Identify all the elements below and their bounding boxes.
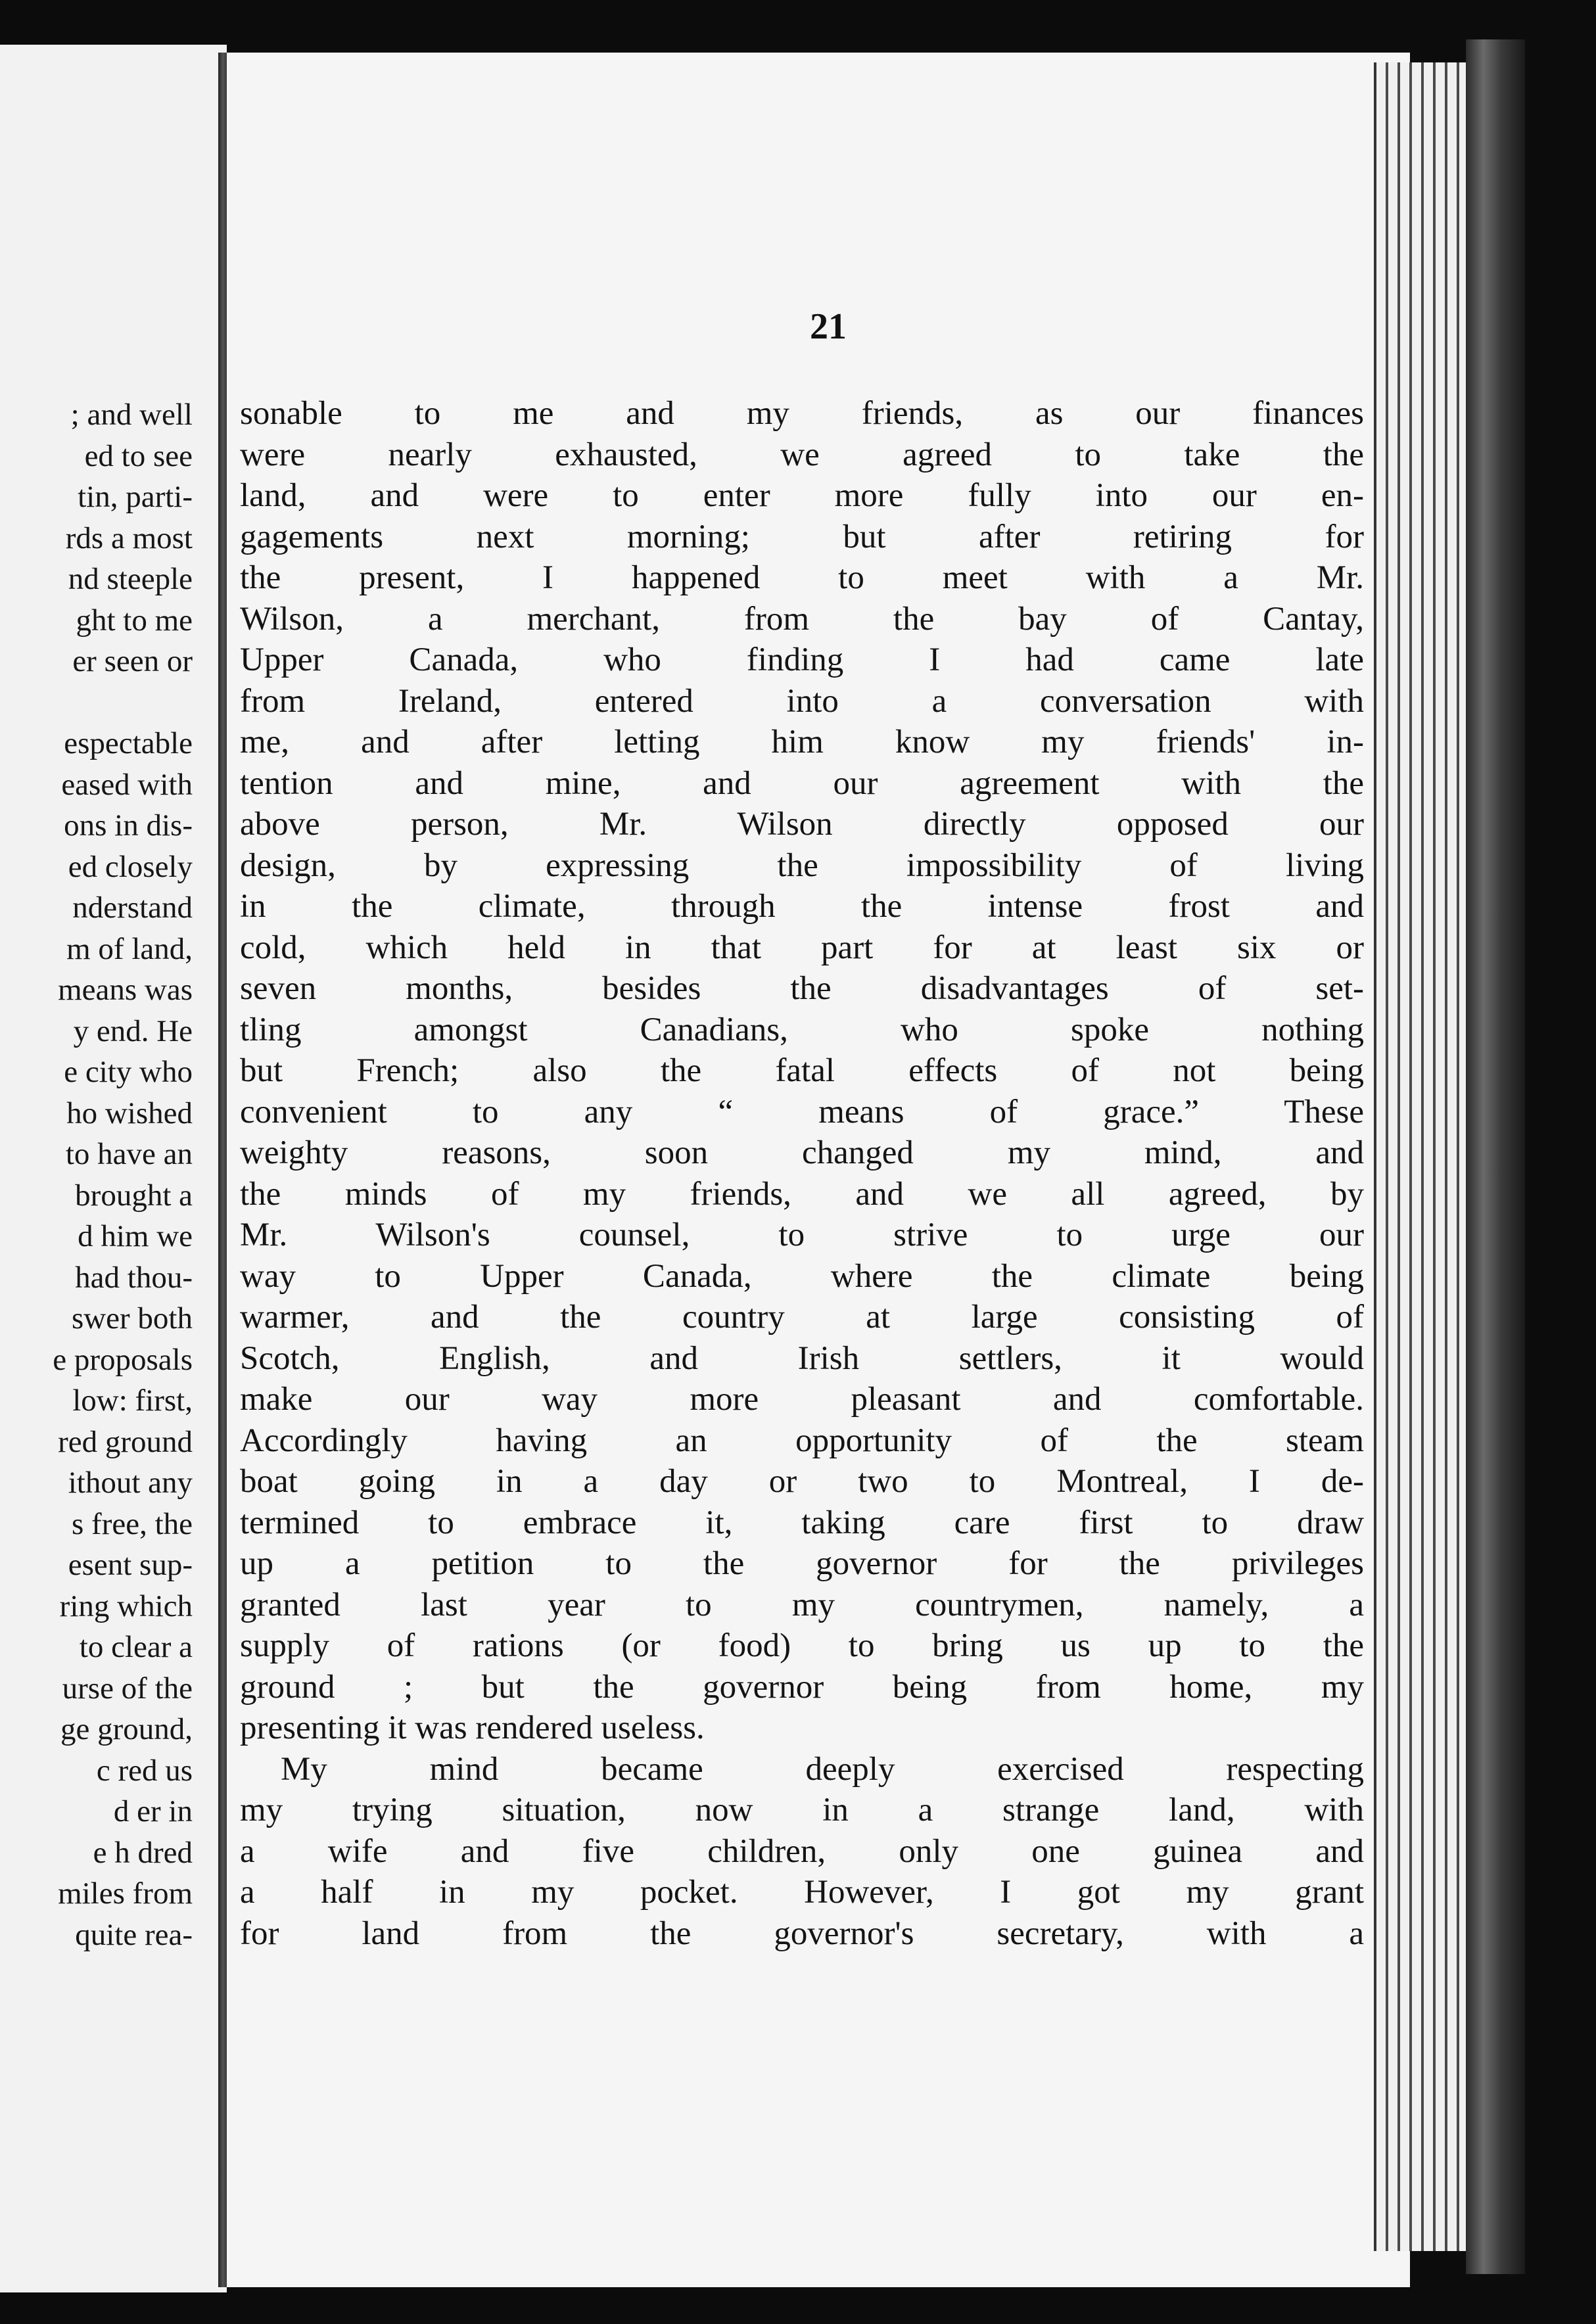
- text-line: seven months, besides the disadvantages of set-: [240, 970, 1364, 1007]
- book-cover-edge: [1466, 39, 1525, 2274]
- text-line: the present, I happened to meet with a Mr.: [240, 559, 1364, 596]
- text-line: My mind became deeply exercised respecting: [281, 1750, 1364, 1788]
- left-line: urse of the: [62, 1671, 193, 1706]
- left-line: d er in: [113, 1794, 193, 1828]
- left-line: er seen or: [72, 644, 193, 678]
- text-line: land, and were to enter more fully into our en-: [240, 477, 1364, 514]
- text-line: up a petition to the governor for the privileges: [240, 1545, 1364, 1582]
- left-line: to clear a: [79, 1630, 193, 1664]
- left-line: to have an: [65, 1137, 193, 1171]
- left-line: means was: [58, 973, 193, 1007]
- right-page: [227, 53, 1410, 2287]
- text-line: a wife and five children, only one guinea and: [240, 1832, 1364, 1870]
- left-line: ed closely: [68, 849, 193, 884]
- book-gutter: [218, 53, 227, 2287]
- left-line: c red us: [96, 1753, 193, 1788]
- left-line: e proposals: [53, 1342, 193, 1377]
- left-line: nd steeple: [68, 562, 193, 596]
- text-line: Wilson, a merchant, from the bay of Cantay,: [240, 600, 1364, 638]
- left-line: low: first,: [72, 1383, 193, 1418]
- left-line: ; and well: [70, 398, 193, 432]
- left-page: [0, 45, 227, 2292]
- left-line: swer both: [71, 1301, 193, 1336]
- left-line: m of land,: [66, 931, 193, 966]
- left-line: d him we: [78, 1219, 193, 1253]
- text-line: Accordingly having an opportunity of the steam: [240, 1422, 1364, 1459]
- text-line: ground ; but the governor being from home, my: [240, 1668, 1364, 1706]
- text-line: presenting it was rendered useless.: [240, 1709, 705, 1746]
- text-line: for land from the governor's secretary, with a: [240, 1915, 1364, 1952]
- text-line: Scotch, English, and Irish settlers, it would: [240, 1339, 1364, 1377]
- text-line: tention and mine, and our agreement with the: [240, 764, 1364, 802]
- left-line: ring which: [59, 1589, 193, 1623]
- text-line: Mr. Wilson's counsel, to strive to urge our: [240, 1217, 1364, 1253]
- left-line: ed to see: [84, 438, 193, 473]
- text-line: sonable to me and my friends, as our finances: [240, 395, 1364, 432]
- text-line: from Ireland, entered into a conversation with: [240, 682, 1364, 720]
- left-line: rds a most: [65, 521, 193, 555]
- text-line: tling amongst Canadians, who spoke nothing: [240, 1011, 1364, 1048]
- left-line: [0, 682, 193, 724]
- text-line: warmer, and the country at large consisting of: [240, 1299, 1364, 1336]
- text-line: boat going in a day or two to Montreal, I de-: [240, 1463, 1364, 1500]
- left-line: nderstand: [72, 891, 193, 925]
- left-line: y end. He: [73, 1013, 193, 1048]
- text-line: me, and after letting him know my friends' in-: [240, 724, 1364, 760]
- text-line: above person, Mr. Wilson directly opposed our: [240, 806, 1364, 843]
- text-line: granted last year to my countrymen, namely, a: [240, 1586, 1364, 1623]
- text-line: make our way more pleasant and comfortable.: [240, 1381, 1364, 1418]
- page-edges: [1374, 62, 1468, 2251]
- text-line: termined to embrace it, taking care first to draw: [240, 1504, 1364, 1541]
- left-line: espectable: [64, 726, 193, 760]
- text-line: convenient to any “ means of grace.” These: [240, 1093, 1364, 1130]
- text-line: way to Upper Canada, where the climate being: [240, 1257, 1364, 1295]
- left-line: brought a: [75, 1178, 193, 1213]
- text-line: in the climate, through the intense frost and: [240, 888, 1364, 925]
- text-line: Upper Canada, who finding I had came late: [240, 641, 1364, 678]
- text-line: design, by expressing the impossibility of living: [240, 847, 1364, 884]
- body-text: [240, 393, 1364, 1954]
- left-line: eased with: [61, 767, 193, 802]
- page-number: 21: [810, 306, 847, 347]
- text-line: supply of rations (or food) to bring us up to the: [240, 1627, 1364, 1664]
- left-page-text: [0, 394, 193, 1955]
- text-line: cold, which held in that part for at least six or: [240, 929, 1364, 966]
- left-line: had thou-: [75, 1260, 193, 1295]
- left-line: esent sup-: [68, 1548, 193, 1582]
- left-line: e h dred: [93, 1835, 193, 1870]
- left-line: red ground: [58, 1424, 193, 1459]
- left-line: s free, the: [72, 1506, 193, 1541]
- left-line: quite rea-: [75, 1917, 193, 1952]
- left-line: miles from: [58, 1876, 193, 1911]
- left-line: tin, parti-: [78, 480, 193, 514]
- text-line: but French; also the fatal effects of not being: [240, 1052, 1364, 1089]
- left-line: e city who: [64, 1055, 193, 1089]
- text-line: the minds of my friends, and we all agreed, by: [240, 1175, 1364, 1213]
- left-line: ithout any: [68, 1466, 193, 1500]
- text-line: were nearly exhausted, we agreed to take the: [240, 436, 1364, 473]
- text-line: a half in my pocket. However, I got my grant: [240, 1874, 1364, 1911]
- left-line: ho wished: [66, 1096, 193, 1130]
- left-line: ge ground,: [60, 1712, 193, 1746]
- text-line: weighty reasons, soon changed my mind, and: [240, 1134, 1364, 1171]
- left-line: ght to me: [76, 603, 193, 638]
- left-line: ons in dis-: [64, 808, 193, 843]
- text-line: gagements next morning; but after retiring for: [240, 518, 1364, 555]
- text-line: my trying situation, now in a strange land, with: [240, 1792, 1364, 1828]
